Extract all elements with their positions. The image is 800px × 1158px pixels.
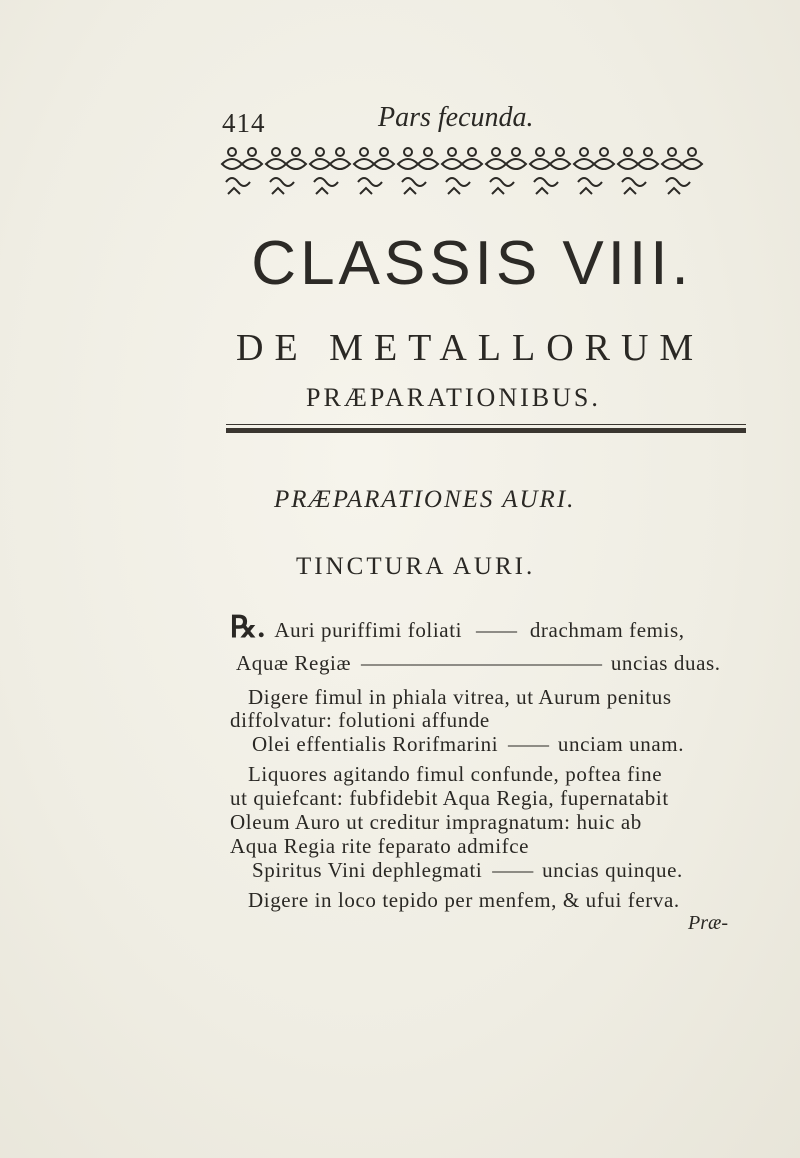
text-line-10-dash: ——	[492, 858, 533, 882]
recipe-symbol: ℞.	[230, 611, 266, 644]
text-line-2-dash: ————————————	[360, 651, 601, 675]
title-line-2: PRÆPARATIONIBUS.	[306, 383, 601, 412]
text-line-5-a: Olei effentialis Rorifmarini	[252, 732, 499, 756]
text-line-10-b: uncias quinque.	[542, 858, 683, 882]
running-head: Pars fecunda.	[378, 102, 534, 133]
text-line-6: Liquores agitando fimul confunde, poftea fine	[248, 762, 663, 786]
text-line-10-a: Spiritus Vini dephlegmati	[252, 858, 483, 882]
text-line-5-b: unciam unam.	[557, 732, 685, 756]
text-line-1-b: drachmam femis,	[529, 618, 685, 642]
text-line-5-dash: ——	[508, 732, 549, 756]
ornament-band-icon	[218, 142, 726, 202]
text-line-5	[252, 732, 752, 756]
classis-heading: CLASSIS VIII.	[251, 229, 693, 298]
text-line-2-b: uncias duas.	[610, 651, 721, 675]
text-line-9: Aqua Regia rite feparato admifce	[230, 834, 530, 858]
page-header	[222, 102, 742, 142]
text-line-8: Oleum Auro ut creditur impragnatum: huic ab	[230, 810, 642, 834]
divider-thick	[226, 428, 746, 433]
text-line-3: Digere fimul in phiala vitrea, ut Aurum penitus	[248, 685, 672, 709]
text-line-11: Digere in loco tepido per menfem, & ufui ferva.	[248, 888, 680, 912]
title-line-1: DE METALLORUM	[236, 327, 705, 369]
text-line-1-dash: ——	[475, 618, 516, 642]
text-line-4: diffolvatur: folutioni affunde	[230, 708, 490, 732]
page-number: 414	[222, 108, 266, 138]
text-line-7: ut quiefcant: fubfidebit Aqua Regia, fupernatabit	[230, 786, 669, 810]
text-line-2-a: Aquæ Regiæ	[236, 651, 352, 675]
text-line-2	[236, 651, 736, 675]
section-title: PRÆPARATIONES AURI.	[274, 486, 576, 513]
text-line-1	[230, 611, 730, 644]
sub-title: TINCTURA AURI.	[296, 553, 536, 580]
catchword: Præ-	[688, 912, 728, 934]
divider-thin	[226, 424, 746, 425]
text-line-10	[252, 858, 752, 882]
text-line-1-a: Auri puriffimi foliati	[274, 618, 463, 642]
